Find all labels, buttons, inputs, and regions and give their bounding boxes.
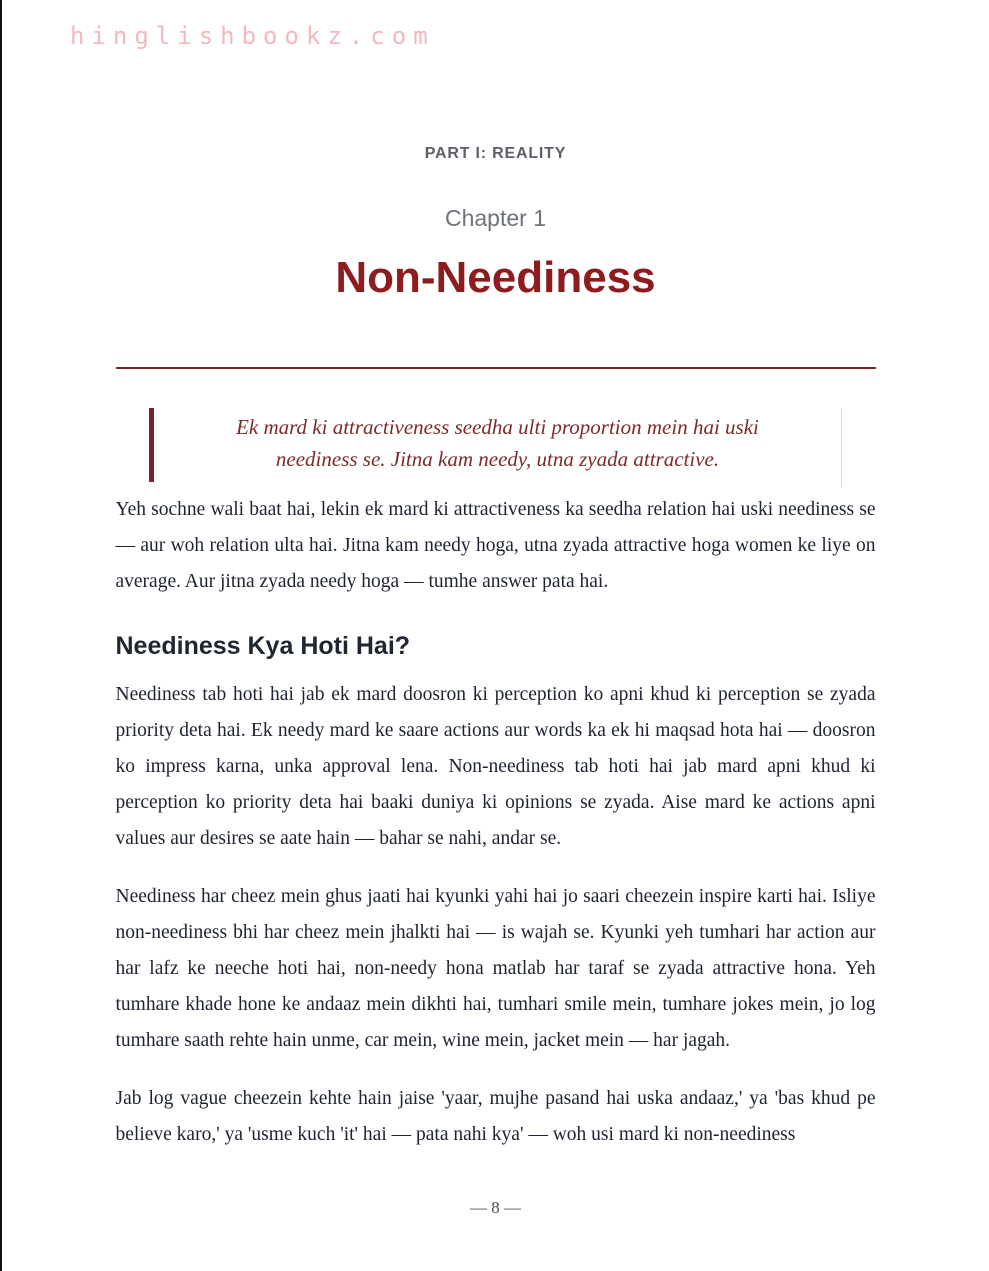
page-number: — 8 —	[470, 1198, 521, 1217]
page-content	[116, 0, 876, 1153]
pull-quote-text: Ek mard ki attractiveness seedha ulti proportion mein hai uski neediness se. Jitna kam needy, utna zyada attractive.	[236, 415, 759, 471]
quote-left-bar	[149, 408, 154, 482]
part-heading: PART I: REALITY	[424, 145, 567, 162]
pull-quote-block	[116, 408, 876, 482]
body-paragraph-1: Yeh sochne wali baat hai, lekin ek mard ki attractiveness ka seedha relation hai uski neediness se — aur woh relation ulta hai. Jitna kam needy hoga, utna zyada attractive hoga women ke liye on average. Aur jitna zyada needy hoga — tumhe answer pata hai.	[115, 499, 876, 592]
body-paragraph-4: Jab log vague cheezein kehte hain jaise 'yaar, mujhe pasand hai uska andaaz,' ya 'bas khud pe believe karo,' ya 'usme kuch 'it' hai — pata nahi kya' — woh usi mard ki non-neediness	[115, 1088, 876, 1145]
watermark-hinglishbookz: hinglishbookz.com	[70, 22, 435, 50]
horizontal-rule	[116, 367, 876, 369]
body-paragraph-2: Neediness tab hoti hai jab ek mard doosron ki perception ko apni khud ki perception se zyada priority deta hai. Ek needy mard ke saare actions aur words ka ek hi maqsad hota hai — doosron ko impress karna, unka approval lena. Non-neediness tab hoti hai jab mard apni khud ki perception ko priority deta hai baaki duniya ki opinions se zyada. Aise mard ke actions apni values aur desires se aate hain — bahar se nahi, andar se.	[115, 684, 876, 849]
chapter-number-heading: Chapter 1	[444, 205, 546, 231]
body-paragraph-3: Neediness har cheez mein ghus jaati hai kyunki yahi hai jo saari cheezein inspire karti hai. Isliye non-neediness bhi har cheez mein jhalkti hai — is wajah se. Kyunki yeh tumhari har action aur har lafz ke neeche hoti hai, non-needy hona matlab har taraf se zyada attractive hona. Yeh tumhare khade hone ke andaaz mein dikhti hai, tumhari smile mein, tumhare jokes mein, jo log tumhare saath rehte hain unme, car mein, wine mein, jacket mein — har jagah.	[115, 886, 876, 1051]
quote-right-faint-line	[841, 408, 842, 488]
chapter-title: Non-Neediness	[335, 253, 656, 302]
section-heading: Neediness Kya Hoti Hai?	[115, 632, 411, 660]
